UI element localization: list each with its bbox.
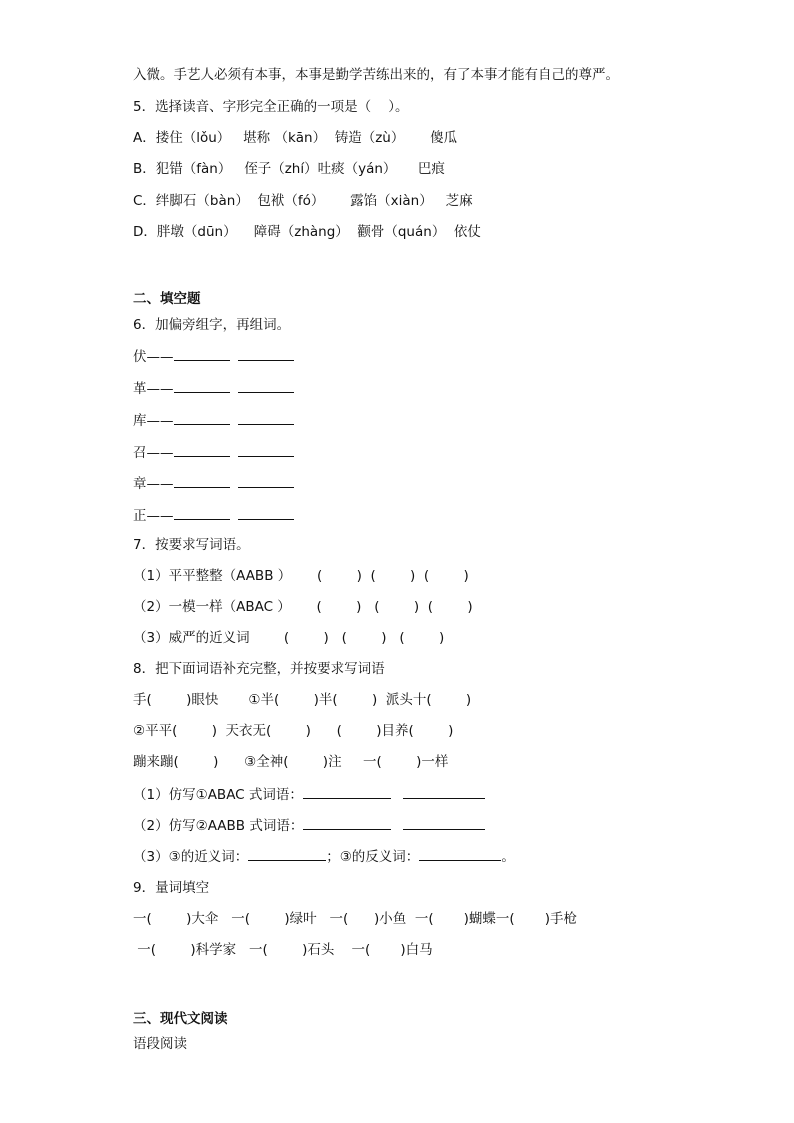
q5-stem: 5．选择读音、字形完全正确的一项是（ ）。: [133, 99, 409, 115]
section-title-reading: 三、现代文阅读: [133, 1011, 228, 1027]
answer-blank[interactable]: [174, 443, 230, 457]
answer-blank[interactable]: [238, 379, 294, 393]
q7-row: （1）平平整整（AABB ） ( ) ( ) ( ): [133, 568, 469, 584]
q6-row: [133, 379, 294, 398]
q8-sub2: [133, 816, 485, 835]
q8-row: 手( )眼快 ①半( )半( ) 派头十( ): [133, 692, 472, 708]
q7-stem: 7．按要求写词语。: [133, 537, 250, 553]
q6-char: 章——: [133, 476, 174, 492]
q9-row: 一( )大伞 一( )绿叶 一( )小鱼 一( )蝴蝶一( )手枪: [133, 911, 577, 927]
q5-option-a: A．搂住（lǒu） 堪称 （kān） 铸造（zù） 傻瓜: [133, 130, 458, 146]
answer-blank[interactable]: [174, 474, 230, 488]
answer-blank[interactable]: [419, 847, 501, 861]
reading-label: 语段阅读: [133, 1036, 187, 1052]
answer-blank[interactable]: [238, 474, 294, 488]
q6-char: 革——: [133, 381, 174, 397]
q8-row: 蹦来蹦( ) ③全神( )注 一( )一样: [133, 754, 449, 770]
answer-blank[interactable]: [174, 506, 230, 520]
q6-stem: 6．加偏旁组字，再组词。: [133, 317, 291, 333]
q7-row: （2）一模一样（ABAC ） ( ) ( ) ( ): [133, 599, 473, 615]
answer-blank[interactable]: [403, 816, 485, 830]
answer-blank[interactable]: [248, 847, 326, 861]
q6-row: [133, 443, 294, 462]
q5-option-c: C．绊脚石（bàn） 包袱（fó） 露馅（xiàn） 芝麻: [133, 193, 473, 209]
q5-option-d: D．胖墩（dūn） 障碍（zhàng） 颧骨（quán） 依仗: [133, 224, 481, 240]
answer-blank[interactable]: [303, 785, 391, 799]
q8-sub2-label: （2）仿写②AABB 式词语：: [133, 818, 304, 834]
q8-sub3-label: （3）③的近义词：: [133, 849, 249, 865]
q6-char: 正——: [133, 508, 174, 524]
q7-row: （3）威严的近义词 ( ) ( ) ( ): [133, 630, 445, 646]
q6-row: [133, 506, 294, 525]
answer-blank[interactable]: [174, 347, 230, 361]
section-title-fill-in: 二、填空题: [133, 291, 201, 307]
q6-row: [133, 474, 294, 493]
q8-stem: 8．把下面词语补充完整，并按要求写词语: [133, 661, 385, 677]
answer-blank[interactable]: [174, 379, 230, 393]
answer-blank[interactable]: [238, 443, 294, 457]
q8-row: ②平平( ) 天衣无( ) ( )目养( ): [133, 723, 454, 739]
answer-blank[interactable]: [303, 816, 391, 830]
q8-sub3-label-2: ；③的反义词：: [326, 849, 420, 865]
answer-blank[interactable]: [238, 506, 294, 520]
q8-sub1-label: （1）仿写①ABAC 式词语：: [133, 787, 303, 803]
q6-row: [133, 347, 294, 366]
q6-char: 伏——: [133, 349, 174, 365]
q6-char: 库——: [133, 413, 174, 429]
q6-row: [133, 411, 294, 430]
intro-tail-text: 入微。手艺人必须有本事，本事是勤学苦练出来的，有了本事才能有自己的尊严。: [133, 67, 619, 83]
q6-char: 召——: [133, 445, 174, 461]
answer-blank[interactable]: [403, 785, 485, 799]
q8-sub3-end: 。: [501, 849, 515, 865]
q9-stem: 9．量词填空: [133, 880, 210, 896]
q9-row: 一( )科学家 一( )石头 一( )白马: [133, 942, 433, 958]
q5-option-b: B．犯错（fàn） 侄子（zhí）吐痰（yán） 巴痕: [133, 161, 445, 177]
answer-blank[interactable]: [238, 411, 294, 425]
answer-blank[interactable]: [238, 347, 294, 361]
q8-sub1: [133, 785, 485, 804]
q8-sub3: [133, 847, 515, 866]
answer-blank[interactable]: [174, 411, 230, 425]
